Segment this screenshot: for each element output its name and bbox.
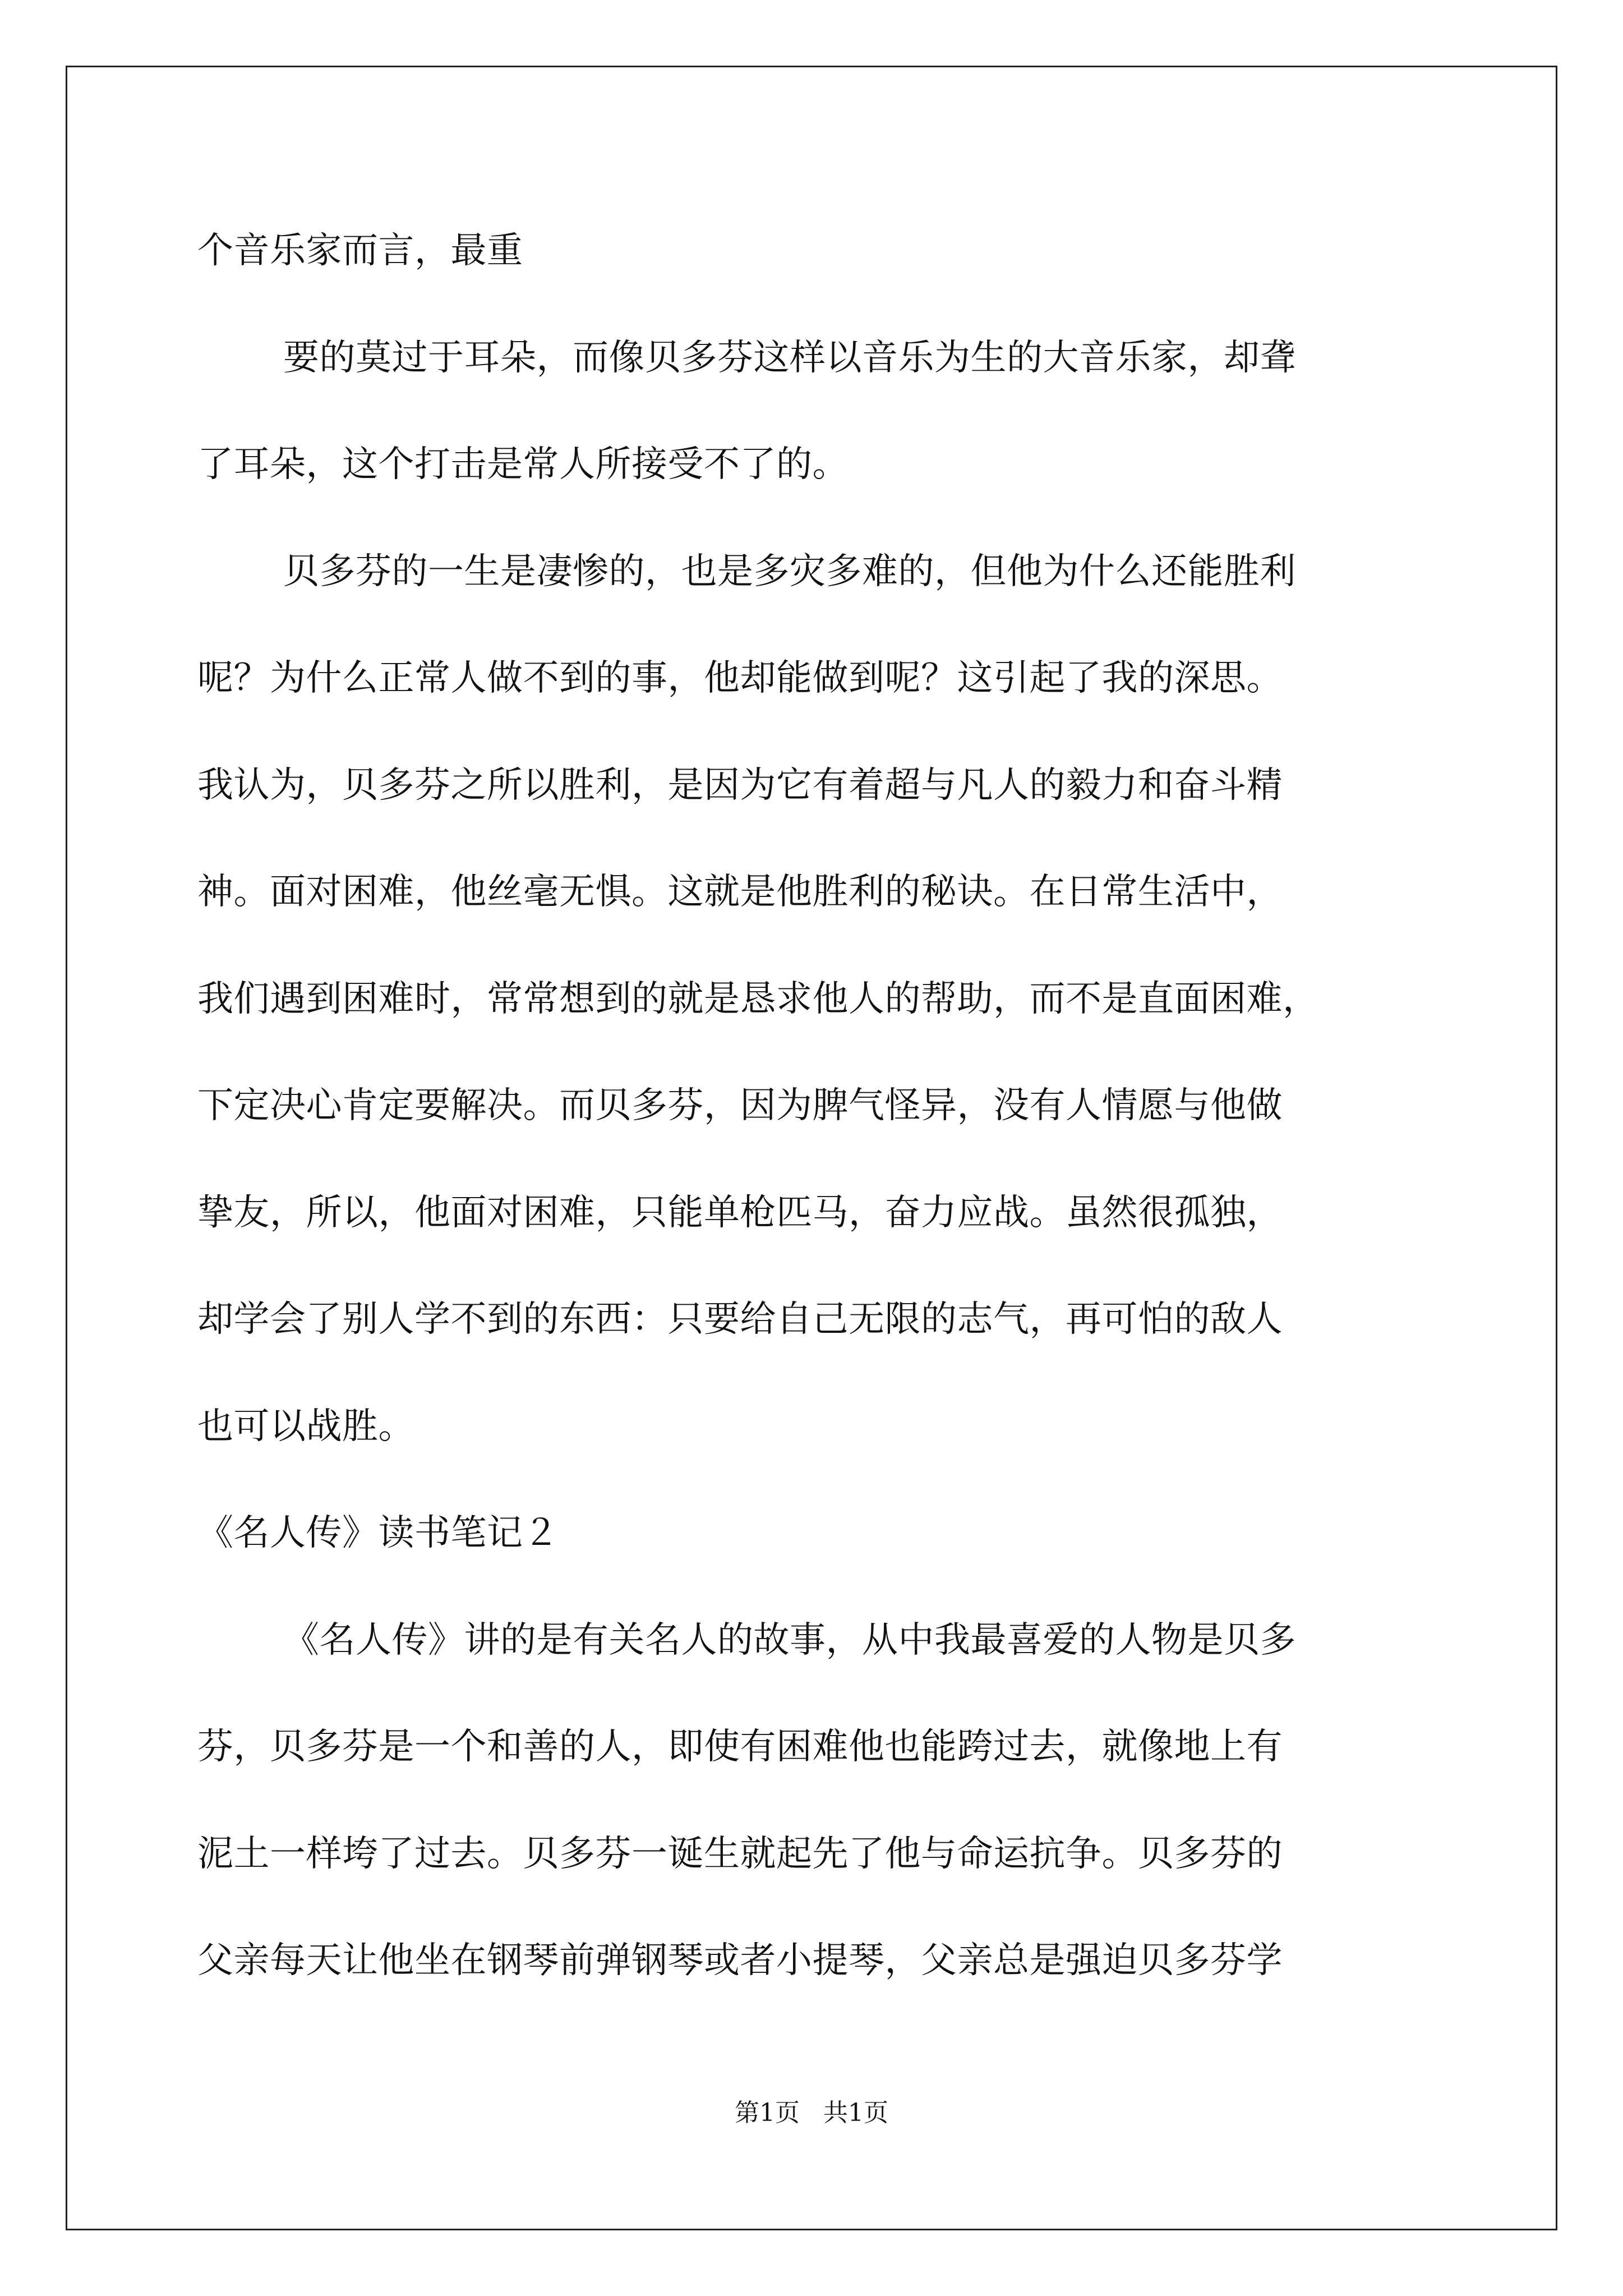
text-line: 却学会了别人学不到的东西：只要给自己无限的志气，再可怕的敌人 — [197, 1299, 1283, 1340]
text-line: 芬，贝多芬是一个和善的人，即使有困难他也能跨过去，就像地上有 — [197, 1726, 1283, 1768]
text-line: 我们遇到困难时，常常想到的就是恳求他人的帮助，而不是直面困难， — [197, 978, 1319, 1020]
text-line: 要的莫过于耳朵，而像贝多芬这样以音乐为生的大音乐家，却聋 — [283, 337, 1296, 379]
text-line: 我认为，贝多芬之所以胜利，是因为它有着超与凡人的毅力和奋斗精 — [197, 765, 1283, 806]
text-line: 下定决心肯定要解决。而贝多芬，因为脾气怪异，没有人情愿与他做 — [197, 1085, 1283, 1126]
section-heading: 《名人传》读书笔记２ — [197, 1512, 559, 1554]
page-footer: 第1页 共1页 — [735, 2099, 888, 2127]
text-line: 父亲每天让他坐在钢琴前弹钢琴或者小提琴，父亲总是强迫贝多芬学 — [197, 1940, 1283, 1981]
text-line: 泥土一样垮了过去。贝多芬一诞生就起先了他与命运抗争。贝多芬的 — [197, 1833, 1283, 1875]
text-line: 贝多芬的一生是凄惨的，也是多灾多难的，但他为什么还能胜利 — [283, 551, 1296, 592]
page-border — [66, 66, 1557, 2230]
text-line: 也可以战胜。 — [197, 1406, 414, 1447]
text-line: 了耳朵，这个打击是常人所接受不了的。 — [197, 444, 849, 485]
text-line: 呢？为什么正常人做不到的事，他却能做到呢？这引起了我的深思。 — [197, 657, 1283, 699]
text-line: 挚友，所以，他面对困难，只能单枪匹马，奋力应战。虽然很孤独， — [197, 1192, 1283, 1234]
text-line: 《名人传》讲的是有关名人的故事，从中我最喜爱的人物是贝多 — [283, 1619, 1296, 1661]
text-line: 个音乐家而言，最重 — [197, 230, 523, 272]
text-line: 神。面对困难，他丝毫无惧。这就是他胜利的秘诀。在日常生活中， — [197, 871, 1283, 913]
